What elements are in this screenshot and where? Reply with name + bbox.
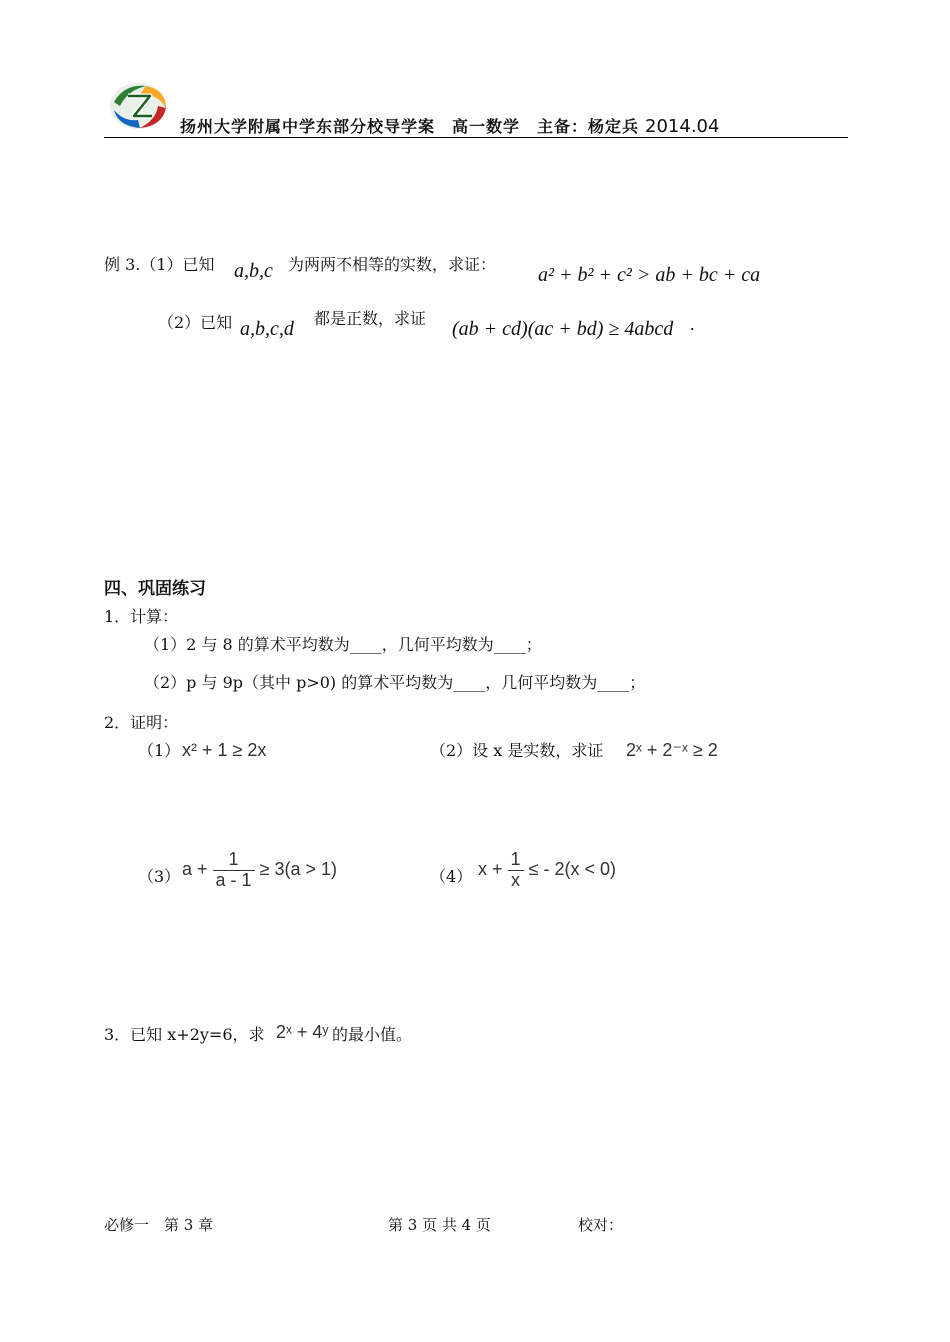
q2-p1-expr: x² + 1 ≥ 2x	[182, 740, 267, 760]
q2-p3-fraction	[213, 850, 255, 891]
header-divider	[104, 137, 848, 138]
q2-p3-denominator: a - 1	[215, 869, 252, 890]
example3-part1-prefix: 例 3.（1）已知	[104, 255, 215, 274]
q2-p3-label: （3）	[138, 867, 181, 886]
section4-heading: 四、巩固练习	[104, 579, 206, 599]
footer-proofread: 校对：	[578, 1216, 624, 1234]
q2-p3-expr	[182, 850, 337, 891]
q1-part-b: （2）p 与 9p（其中 p>0) 的算术平均数为____，几何平均数为____；	[144, 673, 646, 692]
q3-suffix: 的最小值。	[332, 1025, 413, 1044]
example3-part1-inequality-text: a² + b² + c² > ab + bc + ca	[538, 264, 761, 286]
q2-label: 2．证明：	[104, 713, 179, 732]
q2-p4-expr	[478, 850, 616, 891]
example3-part1-inequality	[538, 264, 760, 287]
q2-p3-numerator: 1	[213, 850, 255, 871]
example3-part2-end: .	[690, 314, 695, 334]
q2-p4-denominator: x	[511, 869, 521, 890]
q1-part-a: （1）2 与 8 的算术平均数为____，几何平均数为____；	[144, 635, 542, 654]
q1-label: 1．计算：	[104, 607, 179, 626]
q3-expr: 2ˣ + 4ʸ	[276, 1022, 329, 1042]
q2-p4-tail: ≤ - 2(x < 0)	[528, 859, 616, 880]
example3-part1-middle: 为两两不相等的实数，求证：	[288, 255, 497, 274]
q2-p4-fraction	[508, 850, 524, 891]
q2-p4-numerator: 1	[508, 850, 524, 871]
footer-chapter: 必修一 第 3 章	[104, 1216, 214, 1234]
q2-p1-label: （1）	[138, 741, 181, 760]
q3-prefix: 3．已知 x+2y=6，求	[104, 1025, 265, 1044]
example3-part2-middle: 都是正数，求证	[314, 309, 427, 328]
q2-p2-expr: 2ˣ + 2⁻ˣ ≥ 2	[626, 740, 718, 760]
header-date: 2014.04	[645, 116, 720, 137]
header-school: 扬州大学附属中学东部分校导学案 高一数学 主备：杨定兵	[180, 117, 640, 136]
example3-part1-vars: a,b,c	[234, 260, 273, 282]
example3-part2-vars: a,b,c,d	[240, 318, 294, 340]
q2-p4-lead: x +	[478, 859, 503, 880]
example3-part2-inequality: (ab + cd)(ac + bd) ≥ 4abcd	[452, 318, 674, 340]
q2-p3-lead: a +	[182, 859, 208, 880]
example3-part2-prefix: （2）已知	[158, 313, 233, 332]
q2-p4-label: （4）	[430, 867, 473, 886]
school-logo-icon	[106, 80, 174, 132]
header-title	[180, 114, 719, 137]
q2-p3-tail: ≥ 3(a > 1)	[259, 859, 338, 880]
q2-p2-label: （2）设 x 是实数，求证	[430, 741, 604, 760]
footer-page-number: 第 3 页 共 4 页	[388, 1216, 491, 1234]
